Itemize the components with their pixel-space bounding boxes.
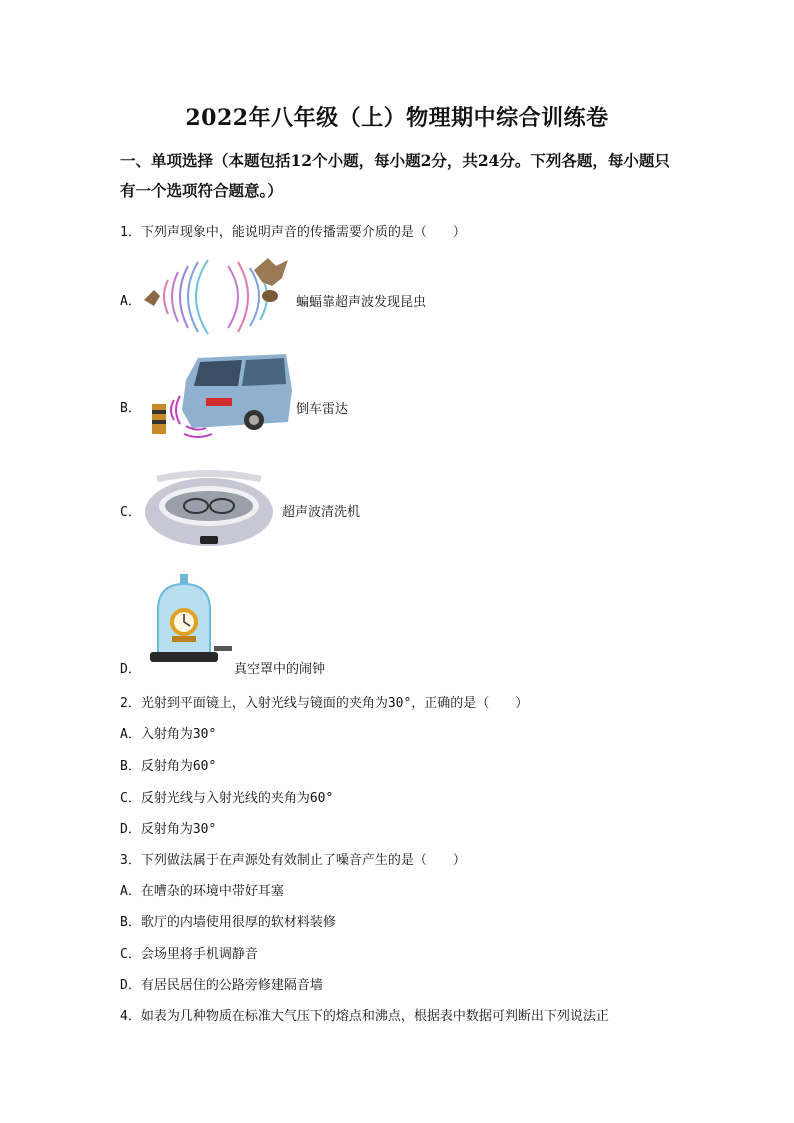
question-1-stem: 1．下列声现象中，能说明声音的传播需要介质的是（ ）: [120, 225, 466, 240]
question-3-option-d: D．有居民居住的公路旁修建隔音墙: [120, 978, 323, 993]
question-2-option-d: D．反射角为30°: [120, 822, 217, 837]
question-2-stem: 2．光射到平面镜上，入射光线与镜面的夹角为30°，正确的是（ ）: [120, 696, 529, 711]
question-3-stem: 3．下列做法属于在声源处有效制止了噪音产生的是（ ）: [120, 853, 466, 868]
question-2-option-b: B．反射角为60°: [120, 759, 217, 774]
question-2-option-a: A．入射角为30°: [120, 727, 217, 742]
option-letter: B．: [120, 401, 141, 416]
page-title: 2022年八年级（上）物理期中综合训练卷: [185, 105, 609, 131]
section-heading: 一、单项选择（本题包括12个小题，每小题2分，共24分。下列各题，每小题只有一个选项符合题意。）: [120, 151, 670, 200]
option-text: 倒车雷达: [296, 402, 349, 417]
question-2-option-c: C．反射光线与入射光线的夹角为60°: [120, 791, 334, 806]
option-text: 超声波清洗机: [282, 505, 361, 520]
option-letter: A．: [120, 294, 141, 309]
question-3-option-c: C．会场里将手机调静音: [120, 947, 258, 962]
bat-ultrasound-image: [142, 256, 294, 338]
question-4-stem: 4．如表为几种物质在标准大气压下的熔点和沸点，根据表中数据可判断出下列说法正: [120, 1009, 609, 1024]
car-reverse-radar-image: [146, 350, 292, 442]
option-letter: C．: [120, 505, 141, 520]
option-text: 蝙蝠靠超声波发现昆虫: [296, 295, 427, 310]
question-3-option-a: A．在嘈杂的环境中带好耳塞: [120, 884, 284, 899]
alarm-clock-vacuum-jar-image: [150, 574, 234, 668]
question-3-option-b: B．歌厅的内墙使用很厚的软材料装修: [120, 915, 336, 930]
ultrasonic-cleaner-image: [142, 466, 276, 552]
option-text: 真空罩中的闹钟: [234, 662, 326, 677]
option-letter: D．: [120, 662, 141, 677]
